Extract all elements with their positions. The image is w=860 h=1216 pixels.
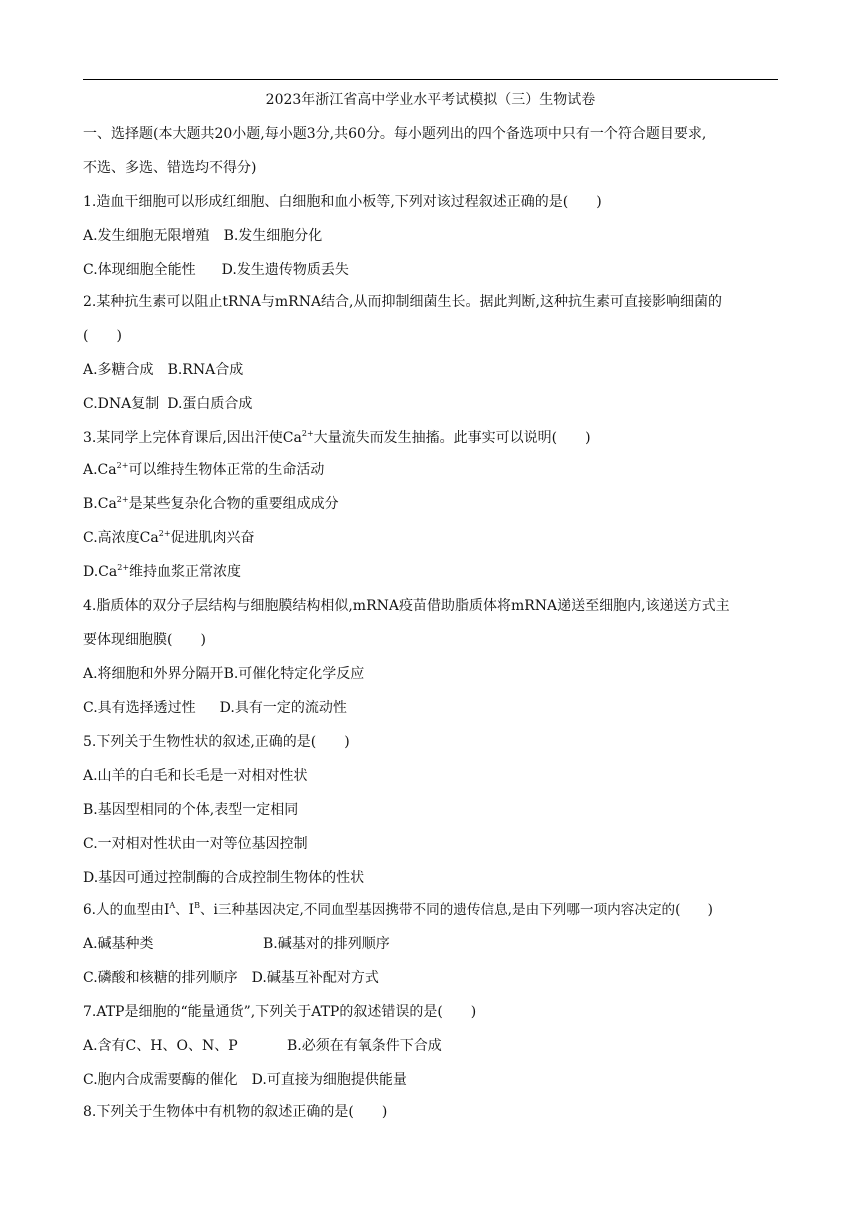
superscript: A [169,901,176,910]
superscript: 2+ [301,429,314,438]
question-3-option-d [83,562,783,582]
question-2-options-ab [83,360,783,380]
question-5-option-a: A.山羊的白毛和长毛是一对相对性状 [83,768,308,784]
option-b: B.发生细胞分化 [223,228,323,244]
question-6-options-cd [83,968,783,988]
stem-text: 大量流失而发生抽搐。此事实可以说明( ) [313,430,591,446]
option-text: 促进肌肉兴奋 [170,530,255,546]
question-1-options-ab [83,226,783,246]
option-b: B.RNA合成 [167,362,244,378]
option-text: C.高浓度Ca [83,530,159,546]
question-2-stem-line-1: 2.某种抗生素可以阻止tRNA与mRNA结合,从而抑制细菌生长。据此判断,这种抗生素可直接影响细菌的 [83,294,722,310]
superscript: 2+ [117,563,130,572]
option-text: 维持血浆正常浓度 [129,564,242,580]
option-d: D.发生遗传物质丢失 [221,262,349,278]
section-intro-line-2: 不选、多选、错选均不得分) [83,160,257,176]
question-6-options-ab [83,934,783,954]
option-text: A.Ca [83,462,117,478]
stem-text: 3.某同学上完体育课后,因出汗使Ca [83,430,302,446]
question-8-stem: 8.下列关于生物体中有机物的叙述正确的是( ) [83,1104,388,1120]
header-rule [83,79,778,80]
question-7-stem: 7.ATP是细胞的“能量通货”,下列关于ATP的叙述错误的是( ) [83,1004,477,1020]
superscript: 2+ [116,495,129,504]
question-3-option-b [83,494,783,514]
option-a: A.含有C、H、O、N、P [83,1038,238,1054]
stem-text: 、I [175,902,195,918]
option-b: B.可催化特定化学反应 [223,666,365,682]
question-6-stem [83,900,783,920]
option-d: D.碱基互补配对方式 [251,970,379,986]
option-a: A.多糖合成 [83,362,154,378]
question-5-option-c: C.一对相对性状由一对等位基因控制 [83,836,308,852]
question-2-options-cd [83,394,783,414]
option-d: D.蛋白质合成 [167,396,253,412]
question-4-stem-line-1: 4.脂质体的双分子层结构与细胞膜结构相似,mRNA疫苗借助脂质体将mRNA递送至细胞内,该递送方式主 [83,598,730,614]
question-3-stem [83,428,783,448]
page-title: 2023年浙江省高中学业水平考试模拟（三）生物试卷 [265,92,596,108]
question-5-option-b: B.基因型相同的个体,表型一定相同 [83,802,299,818]
question-2-stem-line-2: ( ) [83,328,122,344]
option-b: B.碱基对的排列顺序 [263,936,390,952]
option-text: 是某些复杂化合物的重要组成成分 [128,496,339,512]
question-3-option-a [83,460,783,480]
stem-text: 6.人的血型由I [83,902,170,918]
option-c: C.具有选择透过性 [83,700,196,716]
question-1-stem: 1.造血干细胞可以形成红细胞、白细胞和血小板等,下列对该过程叙述正确的是( ) [83,194,602,210]
option-text: B.Ca [83,496,117,512]
question-4-options-ab [83,664,783,684]
question-7-options-cd [83,1070,783,1090]
question-4-stem-line-2: 要体现细胞膜( ) [83,632,206,648]
option-c: C.胞内合成需要酶的催化 [83,1072,238,1088]
option-text: 可以维持生物体正常的生命活动 [128,462,325,478]
question-3-option-c [83,528,783,548]
option-c: C.DNA复制 [83,396,160,412]
question-7-options-ab [83,1036,783,1056]
question-5-option-d: D.基因可通过控制酶的合成控制生物体的性状 [83,870,365,886]
option-a: A.发生细胞无限增殖 [83,228,210,244]
option-b: B.必须在有氧条件下合成 [287,1038,442,1054]
superscript: 2+ [158,529,171,538]
option-c: C.体现细胞全能性 [83,262,196,278]
question-1-options-cd [83,260,783,280]
option-d: D.可直接为细胞提供能量 [251,1072,407,1088]
section-intro-line-1: 一、选择题(本大题共20小题,每小题3分,共60分。每小题列出的四个备选项中只有一个符合题目要求, [83,126,707,142]
question-5-stem: 5.下列关于生物性状的叙述,正确的是( ) [83,734,350,750]
option-a: A.将细胞和外界分隔开 [83,666,224,682]
option-c: C.磷酸和核糖的排列顺序 [83,970,238,986]
question-4-options-cd [83,698,783,718]
stem-text: 、i三种基因决定,不同血型基因携带不同的遗传信息,是由下列哪一项内容决定的( ) [199,902,713,918]
option-d: D.具有一定的流动性 [219,700,347,716]
superscript: 2+ [116,461,129,470]
option-a: A.碱基种类 [83,936,154,952]
option-text: D.Ca [83,564,118,580]
superscript: B [194,901,200,910]
